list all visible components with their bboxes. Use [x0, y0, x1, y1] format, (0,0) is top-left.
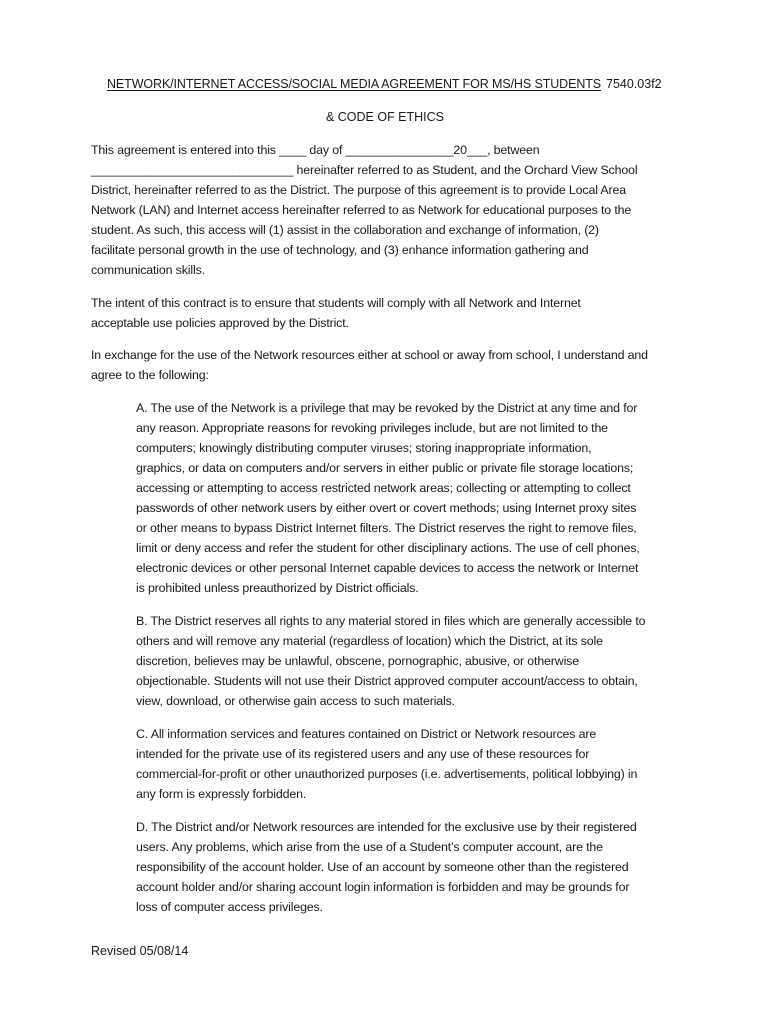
clause-line: B. The District reserves all rights to any material stored in files which are generally accessible to: [136, 614, 646, 628]
clause-line: A. The use of the Network is a privilege that may be revoked by the District at any time and for: [136, 401, 638, 415]
paragraph-line: District, hereinafter referred to as the District. The purpose of this agreement is to provide Local Area: [91, 183, 626, 197]
clause-d: [136, 817, 684, 917]
clause-c: [136, 724, 684, 804]
clause-line: responsibility of the account holder. Use of an account by someone other than the registered: [136, 860, 629, 874]
clause-a: [136, 398, 684, 598]
clause-line: electronic devices or other personal Internet capable devices to access the network or Internet: [136, 561, 639, 575]
clause-line: computers; knowingly distributing computer viruses; storing inappropriate information,: [136, 441, 592, 455]
clause-line: any form is expressly forbidden.: [136, 787, 307, 801]
paragraph-line: agree to the following:: [91, 368, 209, 382]
clause-line: accessing or attempting to access restricted network areas; collecting or attempting to collect: [136, 481, 631, 495]
document-subtitle: & CODE OF ETHICS: [325, 110, 445, 124]
clause-line: discretion, believes may be unlawful, obscene, pornographic, abusive, or otherwise: [136, 654, 579, 668]
exchange-paragraph: [91, 345, 691, 385]
clause-line: limit or deny access and refer the student for other disciplinary actions. The use of cell phones,: [136, 541, 640, 555]
clause-line: or other means to bypass District Internet filters. The District reserves the right to remove files,: [136, 521, 637, 535]
clause-line: D. The District and/or Network resources are intended for the exclusive use by their registered: [136, 820, 637, 834]
intro-paragraph: [91, 140, 691, 280]
clause-b: [136, 611, 684, 711]
clause-line: graphics, or data on computers and/or servers in either public or private file storage locations;: [136, 461, 634, 475]
clause-line: C. All information services and features contained on District or Network resources are: [136, 727, 597, 741]
paragraph-line: acceptable use policies approved by the District.: [91, 316, 349, 330]
clause-line: is prohibited unless preauthorized by District officials.: [136, 581, 419, 595]
intent-paragraph: [91, 293, 691, 333]
clause-line: commercial-for-profit or other unauthorized purposes (i.e. advertisements, political lobbying) in: [136, 767, 638, 781]
paragraph-line: ______________________________ hereinafter referred to as Student, and the Orchard View School: [91, 163, 638, 177]
paragraph-line: This agreement is entered into this ____ day of ________________20___, between: [91, 143, 540, 157]
clause-line: any reason. Appropriate reasons for revoking privileges include, but are not limited to the: [136, 421, 608, 435]
paragraph-line: Network (LAN) and Internet access hereinafter referred to as Network for educational purposes to the: [91, 203, 632, 217]
policy-number: 7540.03f2: [606, 77, 662, 91]
paragraph-line: facilitate personal growth in the use of technology, and (3) enhance information gathering and: [91, 243, 589, 257]
clause-line: intended for the private use of its registered users and any use of these resources for: [136, 747, 590, 761]
paragraph-line: In exchange for the use of the Network resources either at school or away from school, I understand and: [91, 348, 648, 362]
clause-line: others and will remove any material (regardless of location) which the District, at its sole: [136, 634, 603, 648]
clause-line: users. Any problems, which arise from the use of a Student’s computer account, are the: [136, 840, 603, 854]
clause-line: passwords of other network users by either overt or covert methods; using Internet proxy sites: [136, 501, 637, 515]
paragraph-line: The intent of this contract is to ensure that students will comply with all Network and Internet: [91, 296, 581, 310]
paragraph-line: communication skills.: [91, 263, 205, 277]
revision-footer: Revised 05/08/14: [91, 944, 189, 958]
clause-line: objectionable. Students will not use their District approved computer account/access to obtain,: [136, 674, 638, 688]
paragraph-line: student. As such, this access will (1) assist in the collaboration and exchange of information, (2): [91, 223, 599, 237]
clause-line: account holder and/or sharing account login information is forbidden and may be grounds for: [136, 880, 630, 894]
clause-line: loss of computer access privileges.: [136, 900, 323, 914]
document-title: NETWORK/INTERNET ACCESS/SOCIAL MEDIA AGREEMENT FOR MS/HS STUDENTS: [107, 77, 602, 91]
clause-line: view, download, or otherwise gain access to such materials.: [136, 694, 455, 708]
